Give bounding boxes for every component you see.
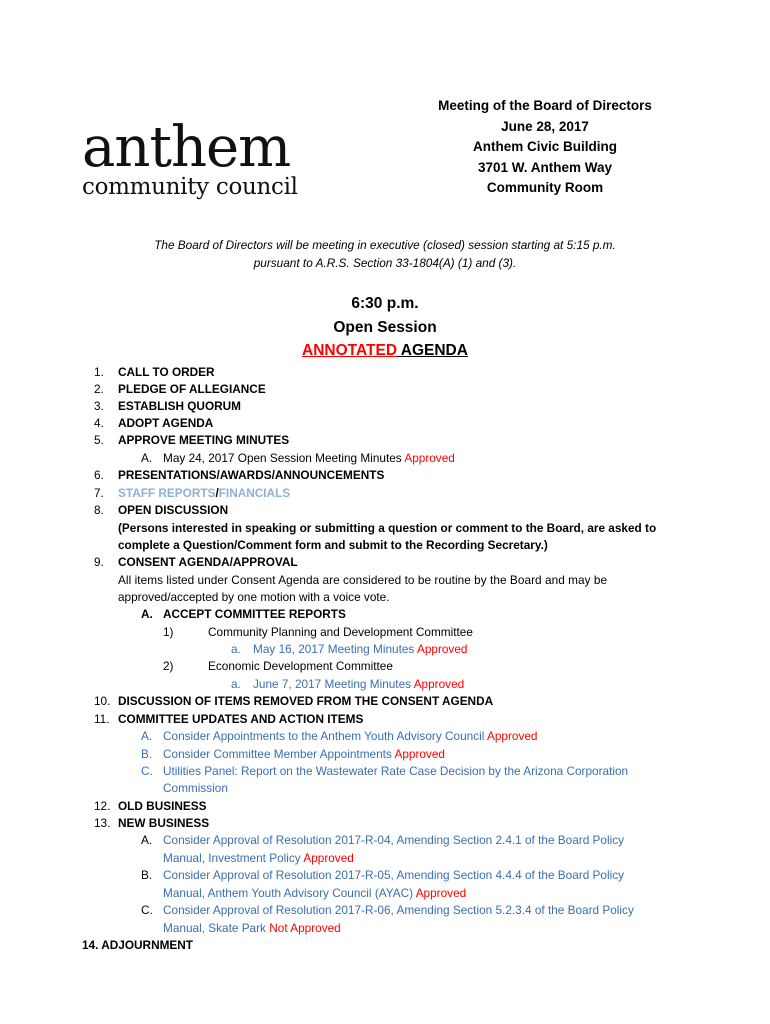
sub-item-9a: ACCEPT COMMITTEE REPORTS bbox=[163, 607, 346, 621]
financials-link[interactable]: FINANCIALS bbox=[218, 486, 291, 500]
resolution-r05-link-cont[interactable]: Manual, Anthem Youth Advisory Council (AYAC) bbox=[163, 886, 416, 900]
agenda-item-7-text bbox=[118, 485, 290, 502]
resolution-r05-link[interactable]: Consider Approval of Resolution 2017-R-05, Amending Section 4.4.4 of the Board Policy bbox=[163, 868, 625, 882]
status-approved: Approved bbox=[404, 451, 455, 465]
agenda-item-6-text: PRESENTATIONS/AWARDS/ANNOUNCEMENTS bbox=[118, 468, 385, 482]
agenda-label: AGENDA bbox=[397, 342, 468, 359]
item-number: 5. bbox=[94, 433, 104, 447]
agenda-item-13 bbox=[94, 815, 110, 832]
agenda-item-4-text: ADOPT AGENDA bbox=[118, 416, 214, 430]
agenda-item-8-text: OPEN DISCUSSION bbox=[118, 503, 229, 517]
item-number: 14. bbox=[82, 938, 99, 952]
sub-item-5a bbox=[163, 450, 455, 467]
sub-item-letter: C. bbox=[141, 903, 153, 917]
resolution-r04-link[interactable]: Consider Approval of Resolution 2017-R-04, Amending Section 2.4.1 of the Board Policy bbox=[163, 833, 625, 847]
consent-description-1: All items listed under Consent Agenda are considered to be routine by the Board and may be bbox=[118, 573, 608, 587]
meeting-room: Community Room bbox=[486, 180, 604, 195]
agenda-item-3-text: ESTABLISH QUORUM bbox=[118, 399, 241, 413]
open-discussion-note-1: (Persons interested in speaking or submitting a question or comment to the Board, are asked to bbox=[118, 521, 657, 535]
resolution-r06-line-2 bbox=[163, 920, 341, 937]
status-approved: Approved bbox=[413, 677, 465, 691]
agenda-item-12-text: OLD BUSINESS bbox=[118, 799, 207, 813]
resolution-r04-link-cont[interactable]: Manual, Investment Policy bbox=[163, 851, 304, 865]
session-time: 6:30 p.m. bbox=[351, 295, 419, 312]
sub-item-letter: A. bbox=[141, 729, 153, 743]
resolution-r04-line-2 bbox=[163, 850, 354, 867]
logo-subtitle: community council bbox=[82, 174, 298, 200]
meeting-building: Anthem Civic Building bbox=[472, 139, 617, 154]
item-number: 3. bbox=[94, 399, 104, 413]
staff-reports-link[interactable]: STAFF REPORTS bbox=[118, 486, 216, 500]
agenda-item-9 bbox=[94, 554, 104, 571]
agenda-item-10 bbox=[94, 693, 110, 710]
meeting-title: Meeting of the Board of Directors bbox=[438, 98, 652, 113]
sub-item-text: May 24, 2017 Open Session Meeting Minutes bbox=[163, 451, 405, 465]
item-number: 7. bbox=[94, 486, 104, 500]
item-number: 10. bbox=[94, 694, 111, 708]
item-number: 4. bbox=[94, 416, 104, 430]
status-approved: Approved bbox=[416, 642, 468, 656]
sub-item-letter: A. bbox=[141, 451, 153, 465]
agenda-item-10-text: DISCUSSION OF ITEMS REMOVED FROM THE CONSENT AGENDA bbox=[118, 694, 494, 708]
status-approved: Approved bbox=[486, 729, 538, 743]
status-approved: Approved bbox=[415, 886, 467, 900]
agenda-item-9-text: CONSENT AGENDA/APPROVAL bbox=[118, 555, 298, 569]
item-number: 11. bbox=[94, 712, 110, 726]
logo-wordmark: anthem bbox=[82, 115, 291, 180]
agenda-item-8 bbox=[94, 502, 104, 519]
item-number: 6. bbox=[94, 468, 104, 482]
open-discussion-note-2: complete a Question/Comment form and submit to the Recording Secretary.) bbox=[118, 538, 548, 552]
committee-2-minutes bbox=[253, 676, 464, 693]
agenda-item-2 bbox=[94, 381, 104, 398]
notice-line-2: pursuant to A.R.S. Section 33-1804(A) (1) and (3). bbox=[253, 256, 517, 270]
sub-item-letter: C. bbox=[141, 764, 153, 778]
agenda-item-4 bbox=[94, 415, 104, 432]
committee-1-minutes bbox=[253, 641, 467, 658]
agenda-item-5 bbox=[94, 432, 104, 449]
agenda-item-14-text: ADJOURNMENT bbox=[101, 938, 194, 952]
committee-1: Community Planning and Development Committee bbox=[208, 625, 473, 639]
ayac-appointments-link[interactable]: Consider Appointments to the Anthem Youth Advisory Council bbox=[163, 729, 487, 743]
agenda-item-1-text: CALL TO ORDER bbox=[118, 365, 215, 379]
agenda-item-13-text: NEW BUSINESS bbox=[118, 816, 210, 830]
item-number: 9. bbox=[94, 555, 104, 569]
resolution-r06-link[interactable]: Consider Approval of Resolution 2017-R-06, Amending Section 5.2.3.4 of the Board Policy bbox=[163, 903, 634, 917]
minutes-link[interactable]: June 7, 2017 Meeting Minutes bbox=[253, 677, 414, 691]
committee-number: 2) bbox=[163, 659, 174, 673]
sub-item-11a bbox=[163, 728, 537, 745]
sub-item-letter: B. bbox=[141, 868, 153, 882]
committee-number: 1) bbox=[163, 625, 174, 639]
annotated-label: ANNOTATED bbox=[302, 342, 398, 359]
item-number: 13. bbox=[94, 816, 111, 830]
item-number: 12. bbox=[94, 799, 111, 813]
minutes-letter: a. bbox=[231, 677, 241, 691]
consent-description-2: approved/accepted by one motion with a voice vote. bbox=[118, 590, 390, 604]
notice-line-1: The Board of Directors will be meeting in executive (closed) session starting at 5:15 p.m. bbox=[154, 238, 616, 252]
committee-appointments-link[interactable]: Consider Committee Member Appointments bbox=[163, 747, 395, 761]
meeting-address: 3701 W. Anthem Way bbox=[477, 159, 613, 175]
sub-item-letter: A. bbox=[141, 607, 153, 621]
agenda-item-6 bbox=[94, 467, 104, 484]
utilities-panel-link[interactable]: Utilities Panel: Report on the Wastewater Rate Case Decision by the Arizona Corporation bbox=[163, 764, 629, 778]
resolution-r05-line-2 bbox=[163, 885, 466, 902]
session-name: Open Session bbox=[333, 318, 437, 336]
status-approved: Approved bbox=[303, 851, 354, 865]
sub-item-letter: A. bbox=[141, 833, 153, 847]
separator: / bbox=[215, 486, 219, 500]
sub-item-letter: B. bbox=[141, 747, 153, 761]
agenda-item-11 bbox=[94, 711, 110, 728]
minutes-link[interactable]: May 16, 2017 Meeting Minutes bbox=[253, 642, 417, 656]
item-number: 8. bbox=[94, 503, 104, 517]
status-not-approved: Not Approved bbox=[269, 921, 341, 935]
minutes-letter: a. bbox=[231, 642, 241, 656]
item-number: 2. bbox=[94, 382, 104, 396]
item-number: 1. bbox=[94, 365, 104, 379]
status-approved: Approved bbox=[394, 747, 445, 761]
meeting-date: June 28, 2017 bbox=[501, 118, 589, 134]
committee-2: Economic Development Committee bbox=[208, 659, 393, 673]
agenda-item-7 bbox=[94, 485, 104, 502]
utilities-panel-link-cont[interactable]: Commission bbox=[163, 781, 228, 795]
agenda-item-12 bbox=[94, 798, 110, 815]
agenda-item-3 bbox=[94, 398, 104, 415]
agenda-item-5-text: APPROVE MEETING MINUTES bbox=[118, 433, 290, 447]
agenda-item-11-text: COMMITTEE UPDATES AND ACTION ITEMS bbox=[118, 712, 364, 726]
agenda-item-14 bbox=[82, 937, 193, 954]
agenda-item-2-text: PLEDGE OF ALLEGIANCE bbox=[118, 382, 266, 396]
resolution-r06-link-cont[interactable]: Manual, Skate Park bbox=[163, 921, 270, 935]
agenda-item-1 bbox=[94, 364, 104, 381]
sub-item-11b bbox=[163, 746, 445, 763]
